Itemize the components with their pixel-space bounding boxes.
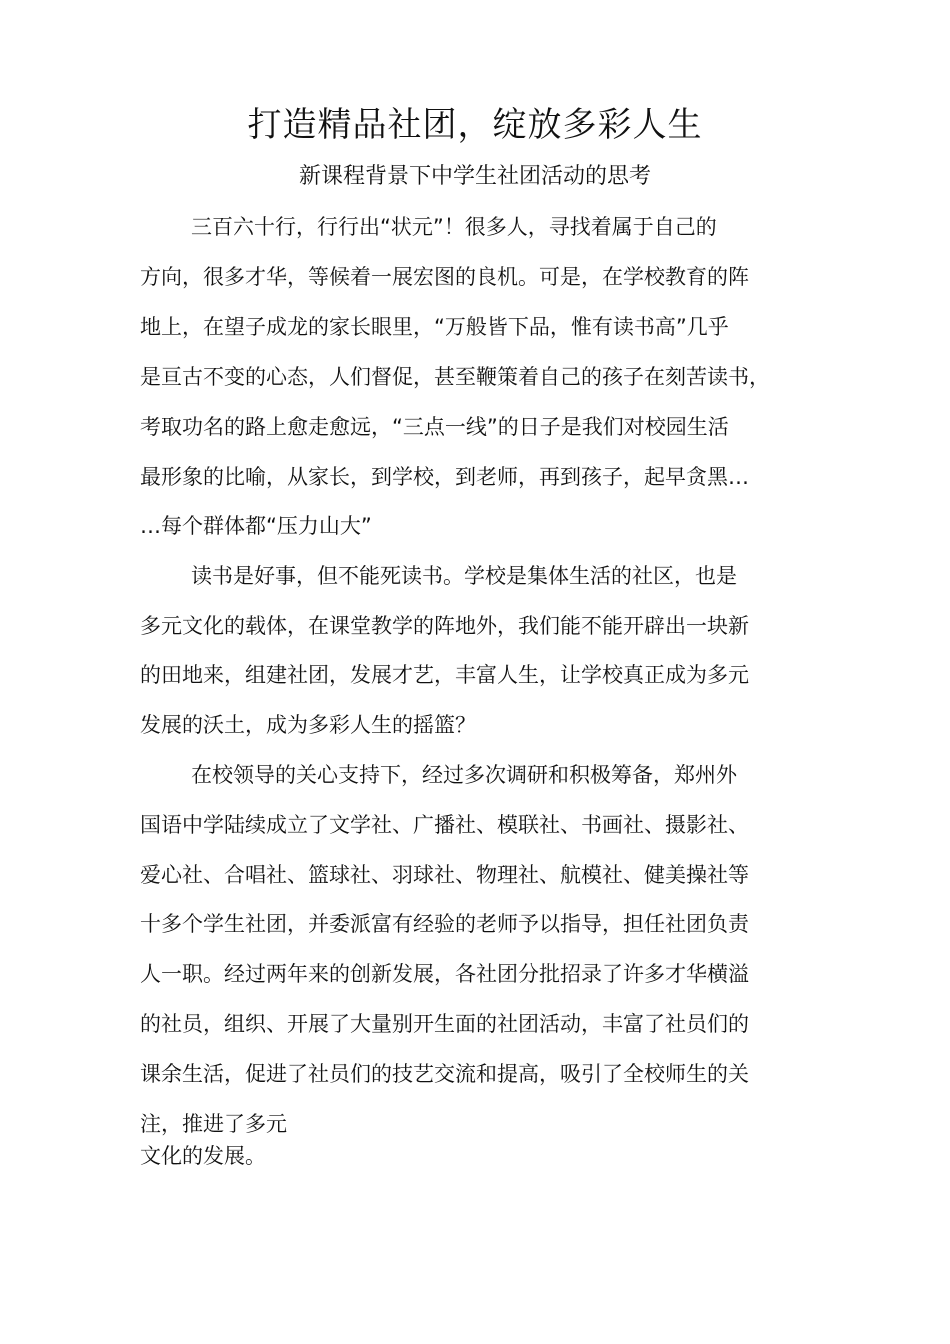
paragraph-3-line-4: 十多个学生社团，并委派富有经验的老师予以指导，担任社团负责 xyxy=(140,912,749,936)
paragraph-3-line-2: 国语中学陆续成立了文学社、广播社、模联社、书画社、摄影社、 xyxy=(140,813,749,837)
paragraph-3-line-6: 的社员，组织、开展了大量别开生面的社团活动，丰富了社员们的 xyxy=(140,1012,749,1036)
paragraph-1-line-4: 是亘古不变的心态，人们督促，甚至鞭策着自己的孩子在刻苦读书， xyxy=(140,365,770,389)
paragraph-1-line-6: 最形象的比喻，从家长，到学校，到老师，再到孩子，起早贪黑… xyxy=(140,465,749,489)
paragraph-3-line-3: 爱心社、合唱社、篮球社、羽球社、物理社、航模社、健美操社等 xyxy=(140,863,749,887)
paragraph-1-line-3: 地上，在望子成龙的家长眼里，“万般皆下品，惟有读书高”几乎 xyxy=(140,315,729,339)
paragraph-1-line-7: …每个群体都“压力山大” xyxy=(140,514,372,538)
document-subtitle: 新课程背景下中学生社团活动的思考 xyxy=(298,164,651,189)
paragraph-2-line-2: 多元文化的载体，在课堂教学的阵地外，我们能不能开辟出一块新 xyxy=(140,614,749,638)
paragraph-3-line-1: 在校领导的关心支持下，经过多次调研和积极筹备，郑州外 xyxy=(191,763,737,787)
paragraph-1-line-1: 三百六十行，行行出“状元”！很多人，寻找着属于自己的 xyxy=(191,215,717,239)
paragraph-3-line-7: 课余生活，促进了社员们的技艺交流和提高，吸引了全校师生的关 xyxy=(140,1062,749,1086)
paragraph-2-line-1: 读书是好事，但不能死读书。学校是集体生活的社区，也是 xyxy=(191,564,737,588)
paragraph-2-line-4: 发展的沃土，成为多彩人生的摇篮？ xyxy=(140,713,476,737)
paragraph-2-line-3: 的田地来，组建社团，发展才艺，丰富人生，让学校真正成为多元 xyxy=(140,663,749,687)
paragraph-3-line-9: 文化的发展。 xyxy=(140,1144,266,1168)
paragraph-3-line-8: 注，推进了多元 xyxy=(140,1112,287,1136)
paragraph-1-line-5: 考取功名的路上愈走愈远，“三点一线”的日子是我们对校园生活 xyxy=(140,415,729,439)
paragraph-1-line-2: 方向，很多才华，等候着一展宏图的良机。可是，在学校教育的阵 xyxy=(140,265,749,289)
paragraph-3-line-5: 人一职。经过两年来的创新发展，各社团分批招录了许多才华横溢 xyxy=(140,962,749,986)
document-title: 打造精品社团，绽放多彩人生 xyxy=(247,105,703,145)
